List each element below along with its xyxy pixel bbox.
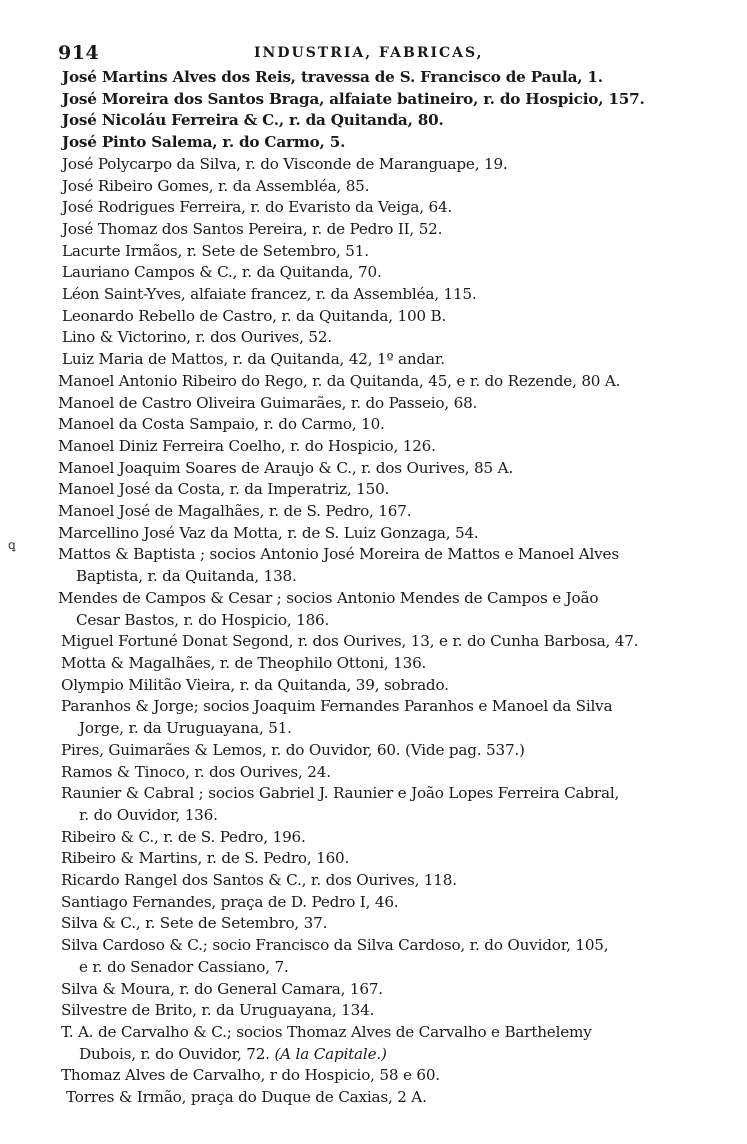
list-item: Ricardo Rangel dos Santos & C., r. dos Ourives, 118.: [61, 871, 457, 890]
list-item: Manoel Joaquim Soares de Araujo & C., r. dos Ourives, 85 A.: [58, 458, 513, 477]
list-item: Silva Cardoso & C.; socio Francisco da Silva Cardoso, r. do Ouvidor, 105, e r. do Senador Cassiano, 7.: [61, 936, 609, 976]
list-item: Lino & Victorino, r. dos Ourives, 52.: [62, 328, 332, 347]
list-item: Manoel José da Costa, r. da Imperatriz, 150.: [58, 480, 390, 499]
list-item: Thomaz Alves de Carvalho, r do Hospicio, 58 e 60.: [61, 1066, 440, 1085]
list-item: Ribeiro & Martins, r. de S. Pedro, 160.: [61, 849, 350, 868]
list-item: Léon Saint-Yves, alfaiate francez, r. da Assembléa, 115.: [62, 285, 477, 304]
list-item: José Thomaz dos Santos Pereira, r. de Pedro II, 52.: [62, 219, 443, 238]
list-item: Mattos & Baptista ; socios Antonio José Moreira de Mattos e Manoel Alves Baptista, r. da Quitanda, 138.: [58, 545, 619, 586]
list-item: Silvestre de Brito, r. da Uruguayana, 134.: [61, 1001, 375, 1020]
running-title: INDUSTRIA, FABRICAS,: [254, 45, 484, 61]
list-item: Manoel Antonio Ribeiro do Rego, r. da Quitanda, 45, e r. do Rezende, 80 A.: [58, 371, 621, 390]
list-item: Lauriano Campos & C., r. da Quitanda, 70.: [62, 263, 382, 282]
list-item: Manoel da Costa Sampaio, r. do Carmo, 10.: [58, 415, 385, 434]
page-number: 914: [58, 42, 100, 64]
list-item: Silva & Moura, r. do General Camara, 167.: [61, 979, 383, 998]
list-item: Paranhos & Jorge; socios Joaquim Fernandes Paranhos e Manoel da Silva Jorge, r. da Uruguayana, 51.: [61, 697, 613, 738]
capitale-note: (A la Capitale.): [274, 1044, 387, 1063]
list-item: Ramos & Tinoco, r. dos Ourives, 24.: [61, 762, 331, 781]
list-item: Motta & Magalhães, r. de Theophilo Ottoni, 136.: [61, 653, 427, 672]
list-item: Olympio Militão Vieira, r. da Quitanda, 39, sobrado.: [61, 675, 449, 694]
list-item: Ribeiro & C., r. de S. Pedro, 196.: [61, 827, 306, 846]
list-item: Santiago Fernandes, praça de D. Pedro I, 46.: [61, 892, 399, 911]
list-item: T. A. de Carvalho & C.; socios Thomaz Alves de Carvalho e Barthelemy Dubois, r. do Ouvidor, 72. (A la Capitale.): [61, 1022, 592, 1063]
list-item: Mendes de Campos & Cesar ; socios Antonio Mendes de Campos e João Cesar Bastos, r. do Hospicio, 186.: [58, 588, 599, 629]
list-item: José Pinto Salema, r. do Carmo, 5.: [62, 133, 346, 152]
list-item: Manoel José de Magalhães, r. de S. Pedro, 167.: [58, 502, 412, 521]
list-item: José Polycarpo da Silva, r. do Visconde de Maranguape, 19.: [62, 154, 508, 173]
page-header: [58, 42, 698, 66]
list-item: Raunier & Cabral ; socios Gabriel J. Raunier e João Lopes Ferreira Cabral, r. do Ouvidor, 136.: [61, 784, 620, 824]
list-item: Miguel Fortuné Donat Segond, r. dos Ourives, 13, e r. do Cunha Barbosa, 47.: [61, 632, 639, 651]
directory-entries: [58, 67, 712, 1109]
list-item: José Rodrigues Ferreira, r. do Evaristo da Veiga, 64.: [62, 198, 453, 217]
list-item: Leonardo Rebello de Castro, r. da Quitanda, 100 B.: [62, 306, 447, 325]
list-item: José Nicoláu Ferreira & C., r. da Quitanda, 80.: [62, 111, 444, 130]
list-item: José Martins Alves dos Reis, travessa de S. Francisco de Paula, 1.: [62, 68, 603, 86]
list-item: José Moreira dos Santos Braga, alfaiate batineiro, r. do Hospicio, 157.: [62, 89, 645, 108]
list-item: Manoel de Castro Oliveira Guimarães, r. do Passeio, 68.: [58, 393, 478, 412]
list-item: Marcellino José Vaz da Motta, r. de S. Luiz Gonzaga, 54.: [58, 523, 479, 542]
list-item: José Ribeiro Gomes, r. da Assembléa, 85.: [62, 176, 370, 195]
list-item: Silva & C., r. Sete de Setembro, 37.: [61, 914, 328, 933]
list-item: Lacurte Irmãos, r. Sete de Setembro, 51.: [62, 241, 369, 260]
list-item: Pires, Guimarães & Lemos, r. do Ouvidor, 60. (Vide pag. 537.): [61, 740, 525, 759]
list-item: Torres & Irmão, praça do Duque de Caxias, 2 A.: [66, 1088, 427, 1107]
list-item: Luiz Maria de Mattos, r. da Quitanda, 42, 1º andar.: [62, 350, 445, 369]
margin-mark: ꝗ: [8, 538, 16, 552]
list-item: Manoel Diniz Ferreira Coelho, r. do Hospicio, 126.: [58, 436, 436, 455]
